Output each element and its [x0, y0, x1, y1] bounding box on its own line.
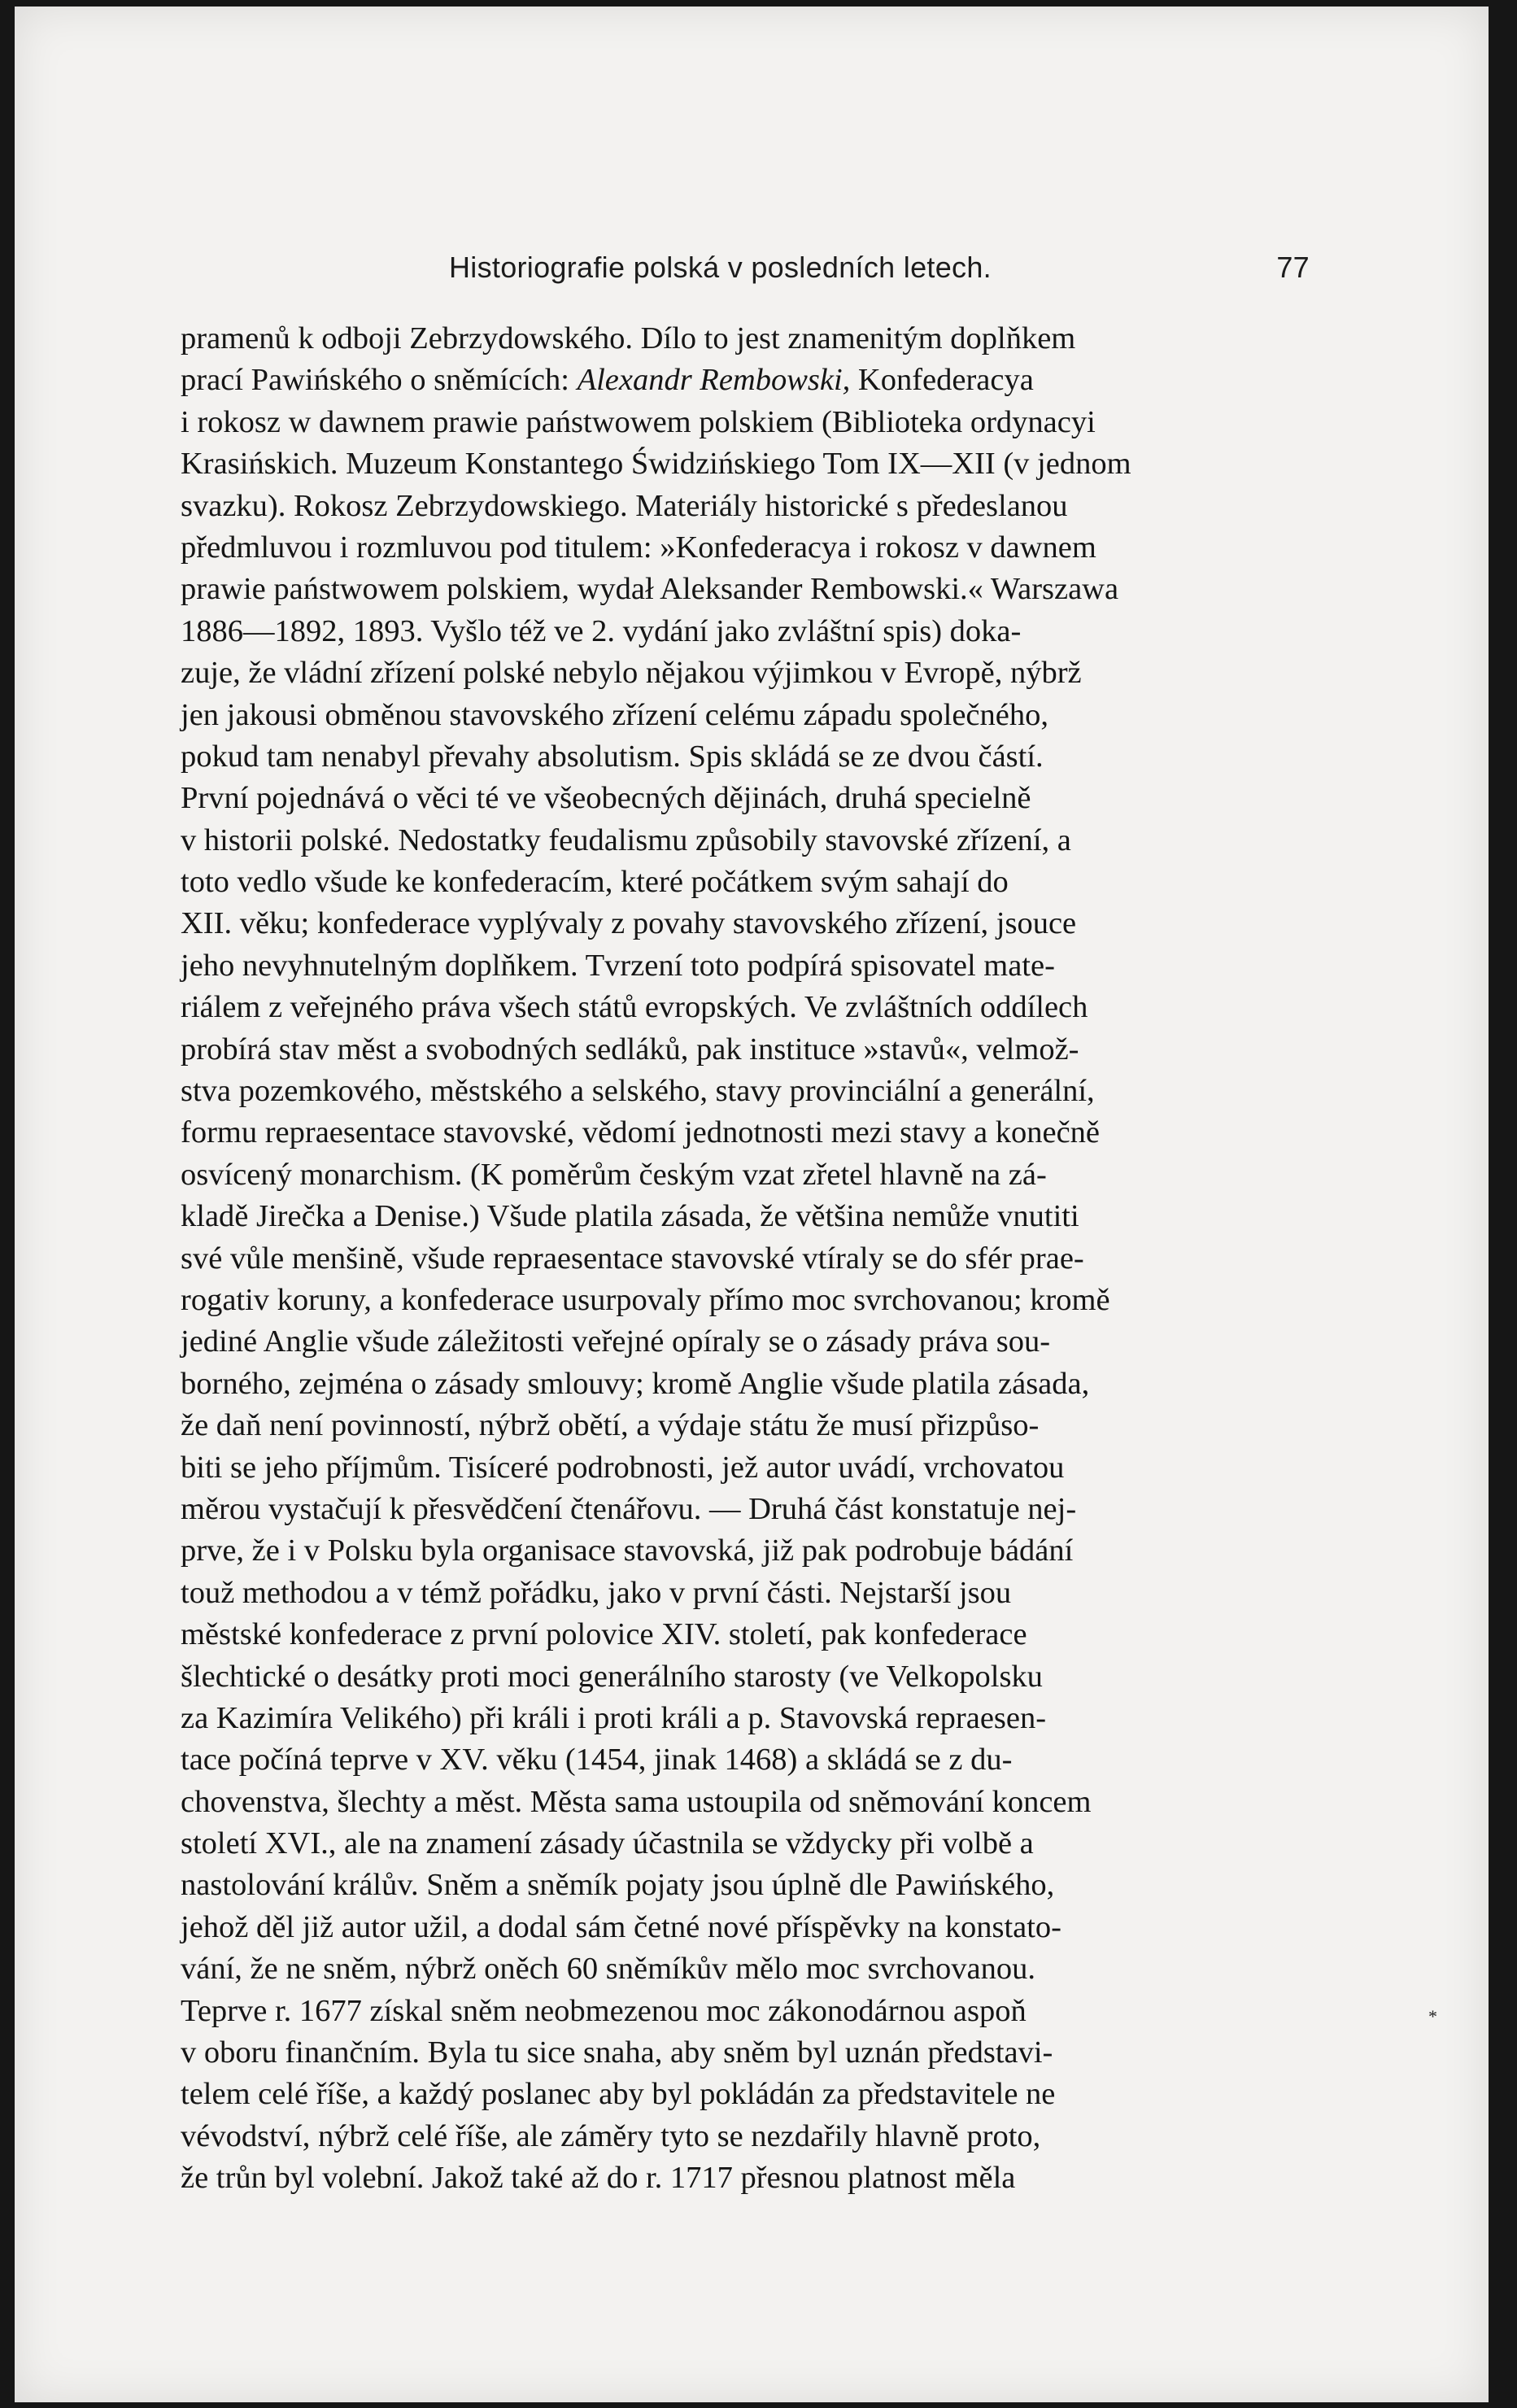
- margin-mark: *: [1428, 2006, 1437, 2026]
- text-line: probírá stav měst a svobodných sedláků, pak instituce »stavů«, velmož-: [181, 1032, 1079, 1067]
- body-text: [181, 318, 1319, 2200]
- page-number: 77: [1276, 251, 1310, 284]
- text-line: borného, zejména o zásady smlouvy; kromě Anglie všude platila zásada,: [181, 1366, 1090, 1401]
- text-line: stva pozemkového, městského a selského, stavy provinciální a generální,: [181, 1074, 1095, 1109]
- text-line: století XVI., ale na znamení zásady účastnila se vždycky při volbě a: [181, 1826, 1034, 1861]
- text-line: riálem z veřejného práva všech států evropských. Ve zvláštních oddílech: [181, 990, 1088, 1025]
- text-line: své vůle menšině, všude repraesentace stavovské vtíraly se do sfér prae-: [181, 1241, 1084, 1276]
- text-line: šlechtické o desátky proti moci generálního starosty (ve Velkopolsku: [181, 1659, 1043, 1694]
- text-line: vévodství, nýbrž celé říše, ale záměry tyto se nezdařily hlavně proto,: [181, 2118, 1041, 2153]
- text-line: v oboru finančním. Byla tu sice snaha, aby sněm byl uznán představi-: [181, 2035, 1053, 2070]
- text-line: vání, že ne sněm, nýbrž oněch 60 sněmíkův mělo moc svrchovanou.: [181, 1952, 1035, 1987]
- book-page: [15, 7, 1489, 2402]
- text-line: nastolování králův. Sněm a sněmík pojaty jsou úplně dle Pawińského,: [181, 1868, 1055, 1903]
- text-line: biti se jeho příjmům. Tisíceré podrobnosti, jež autor uvádí, vrchovatou: [181, 1450, 1065, 1485]
- text-line: jediné Anglie všude záležitosti veřejné opíraly se o zásady práva sou-: [181, 1324, 1051, 1359]
- text-line: i rokosz w dawnem prawie państwowem polskiem (Biblioteka ordynacyi: [181, 404, 1096, 439]
- text-line: městské konfederace z první polovice XIV. století, pak konfederace: [181, 1617, 1027, 1652]
- running-title: Historiografie polská v posledních letech.: [449, 251, 992, 284]
- text-line: tace počíná teprve v XV. věku (1454, jinak 1468) a skládá se z du-: [181, 1743, 1013, 1778]
- text-line: První pojednává o věci té ve všeobecných dějinách, druhá specielně: [181, 781, 1031, 816]
- text-line: prawie państwowem polskiem, wydał Aleksander Rembowski.« Warszawa: [181, 572, 1119, 607]
- text-line: že daň není povinností, nýbrž obětí, a výdaje státu že musí přizpůso-: [181, 1408, 1040, 1443]
- text-line: toto vedlo všude ke konfederacím, které počátkem svým sahají do: [181, 865, 1009, 900]
- text-line: v historii polské. Nedostatky feudalismu způsobily stavovské zřízení, a: [181, 822, 1071, 857]
- text-line: pokud tam nenabyl převahy absolutism. Spis skládá se ze dvou částí.: [181, 739, 1044, 774]
- text-line: prací Pawińského o sněmících: Alexandr Rembowski, Konfederacya: [181, 363, 1034, 398]
- text-line: Teprve r. 1677 získal sněm neobmezenou moc zákonodárnou aspoň: [181, 1993, 1027, 2028]
- text-line: pramenů k odboji Zebrzydowského. Dílo to jest znamenitým doplňkem: [181, 321, 1076, 356]
- text-line: 1886—1892, 1893. Vyšlo též ve 2. vydání jako zvláštní spis) doka-: [181, 613, 1022, 648]
- text-line: jen jakousi obměnou stavovského zřízení celému západu společného,: [181, 697, 1048, 732]
- text-line: formu repraesentace stavovské, vědomí jednotnosti mezi stavy a konečně: [181, 1115, 1101, 1150]
- text-line: jeho nevyhnutelným doplňkem. Tvrzení toto podpírá spisovatel mate-: [181, 948, 1055, 983]
- text-line: zuje, že vládní zřízení polské nebylo nějakou výjimkou v Evropě, nýbrž: [181, 656, 1082, 691]
- running-header: [431, 251, 1310, 283]
- text-line: touž methodou a v témž pořádku, jako v první části. Nejstarší jsou: [181, 1575, 1012, 1610]
- text-line: měrou vystačují k přesvědčení čtenářovu. — Druhá část konstatuje nej-: [181, 1491, 1077, 1526]
- text-line: za Kazimíra Velikého) při králi i proti králi a p. Stavovská repraesen-: [181, 1700, 1047, 1735]
- text-line: XII. věku; konfederace vyplývaly z povahy stavovského zřízení, jsouce: [181, 906, 1077, 941]
- text-line: rogativ koruny, a konfederace usurpovaly přímo moc svrchovanou; kromě: [181, 1282, 1110, 1317]
- text-line: telem celé říše, a každý poslanec aby byl pokládán za představitele ne: [181, 2077, 1056, 2112]
- text-line: Krasińskich. Muzeum Konstantego Świdzińskiego Tom IX—XII (v jednom: [181, 447, 1131, 482]
- text-line: chovenstva, šlechty a měst. Města sama ustoupila od sněmování koncem: [181, 1784, 1092, 1819]
- text-line: prve, že i v Polsku byla organisace stavovská, již pak podrobuje bádání: [181, 1533, 1074, 1568]
- text-line: svazku). Rokosz Zebrzydowskiego. Materiály historické s předeslanou: [181, 488, 1068, 523]
- text-line: kladě Jirečka a Denise.) Všude platila zásada, že většina nemůže vnutiti: [181, 1199, 1079, 1234]
- text-line: předmluvou i rozmluvou pod titulem: »Konfederacya i rokosz v dawnem: [181, 530, 1096, 565]
- text-line: jehož děl již autor užil, a dodal sám četné nové příspěvky na konstato-: [181, 1909, 1062, 1944]
- text-line: že trůn byl volební. Jakož také až do r. 1717 přesnou platnost měla: [181, 2161, 1016, 2196]
- text-line: osvícený monarchism. (K poměrům českým vzat zřetel hlavně na zá-: [181, 1157, 1047, 1192]
